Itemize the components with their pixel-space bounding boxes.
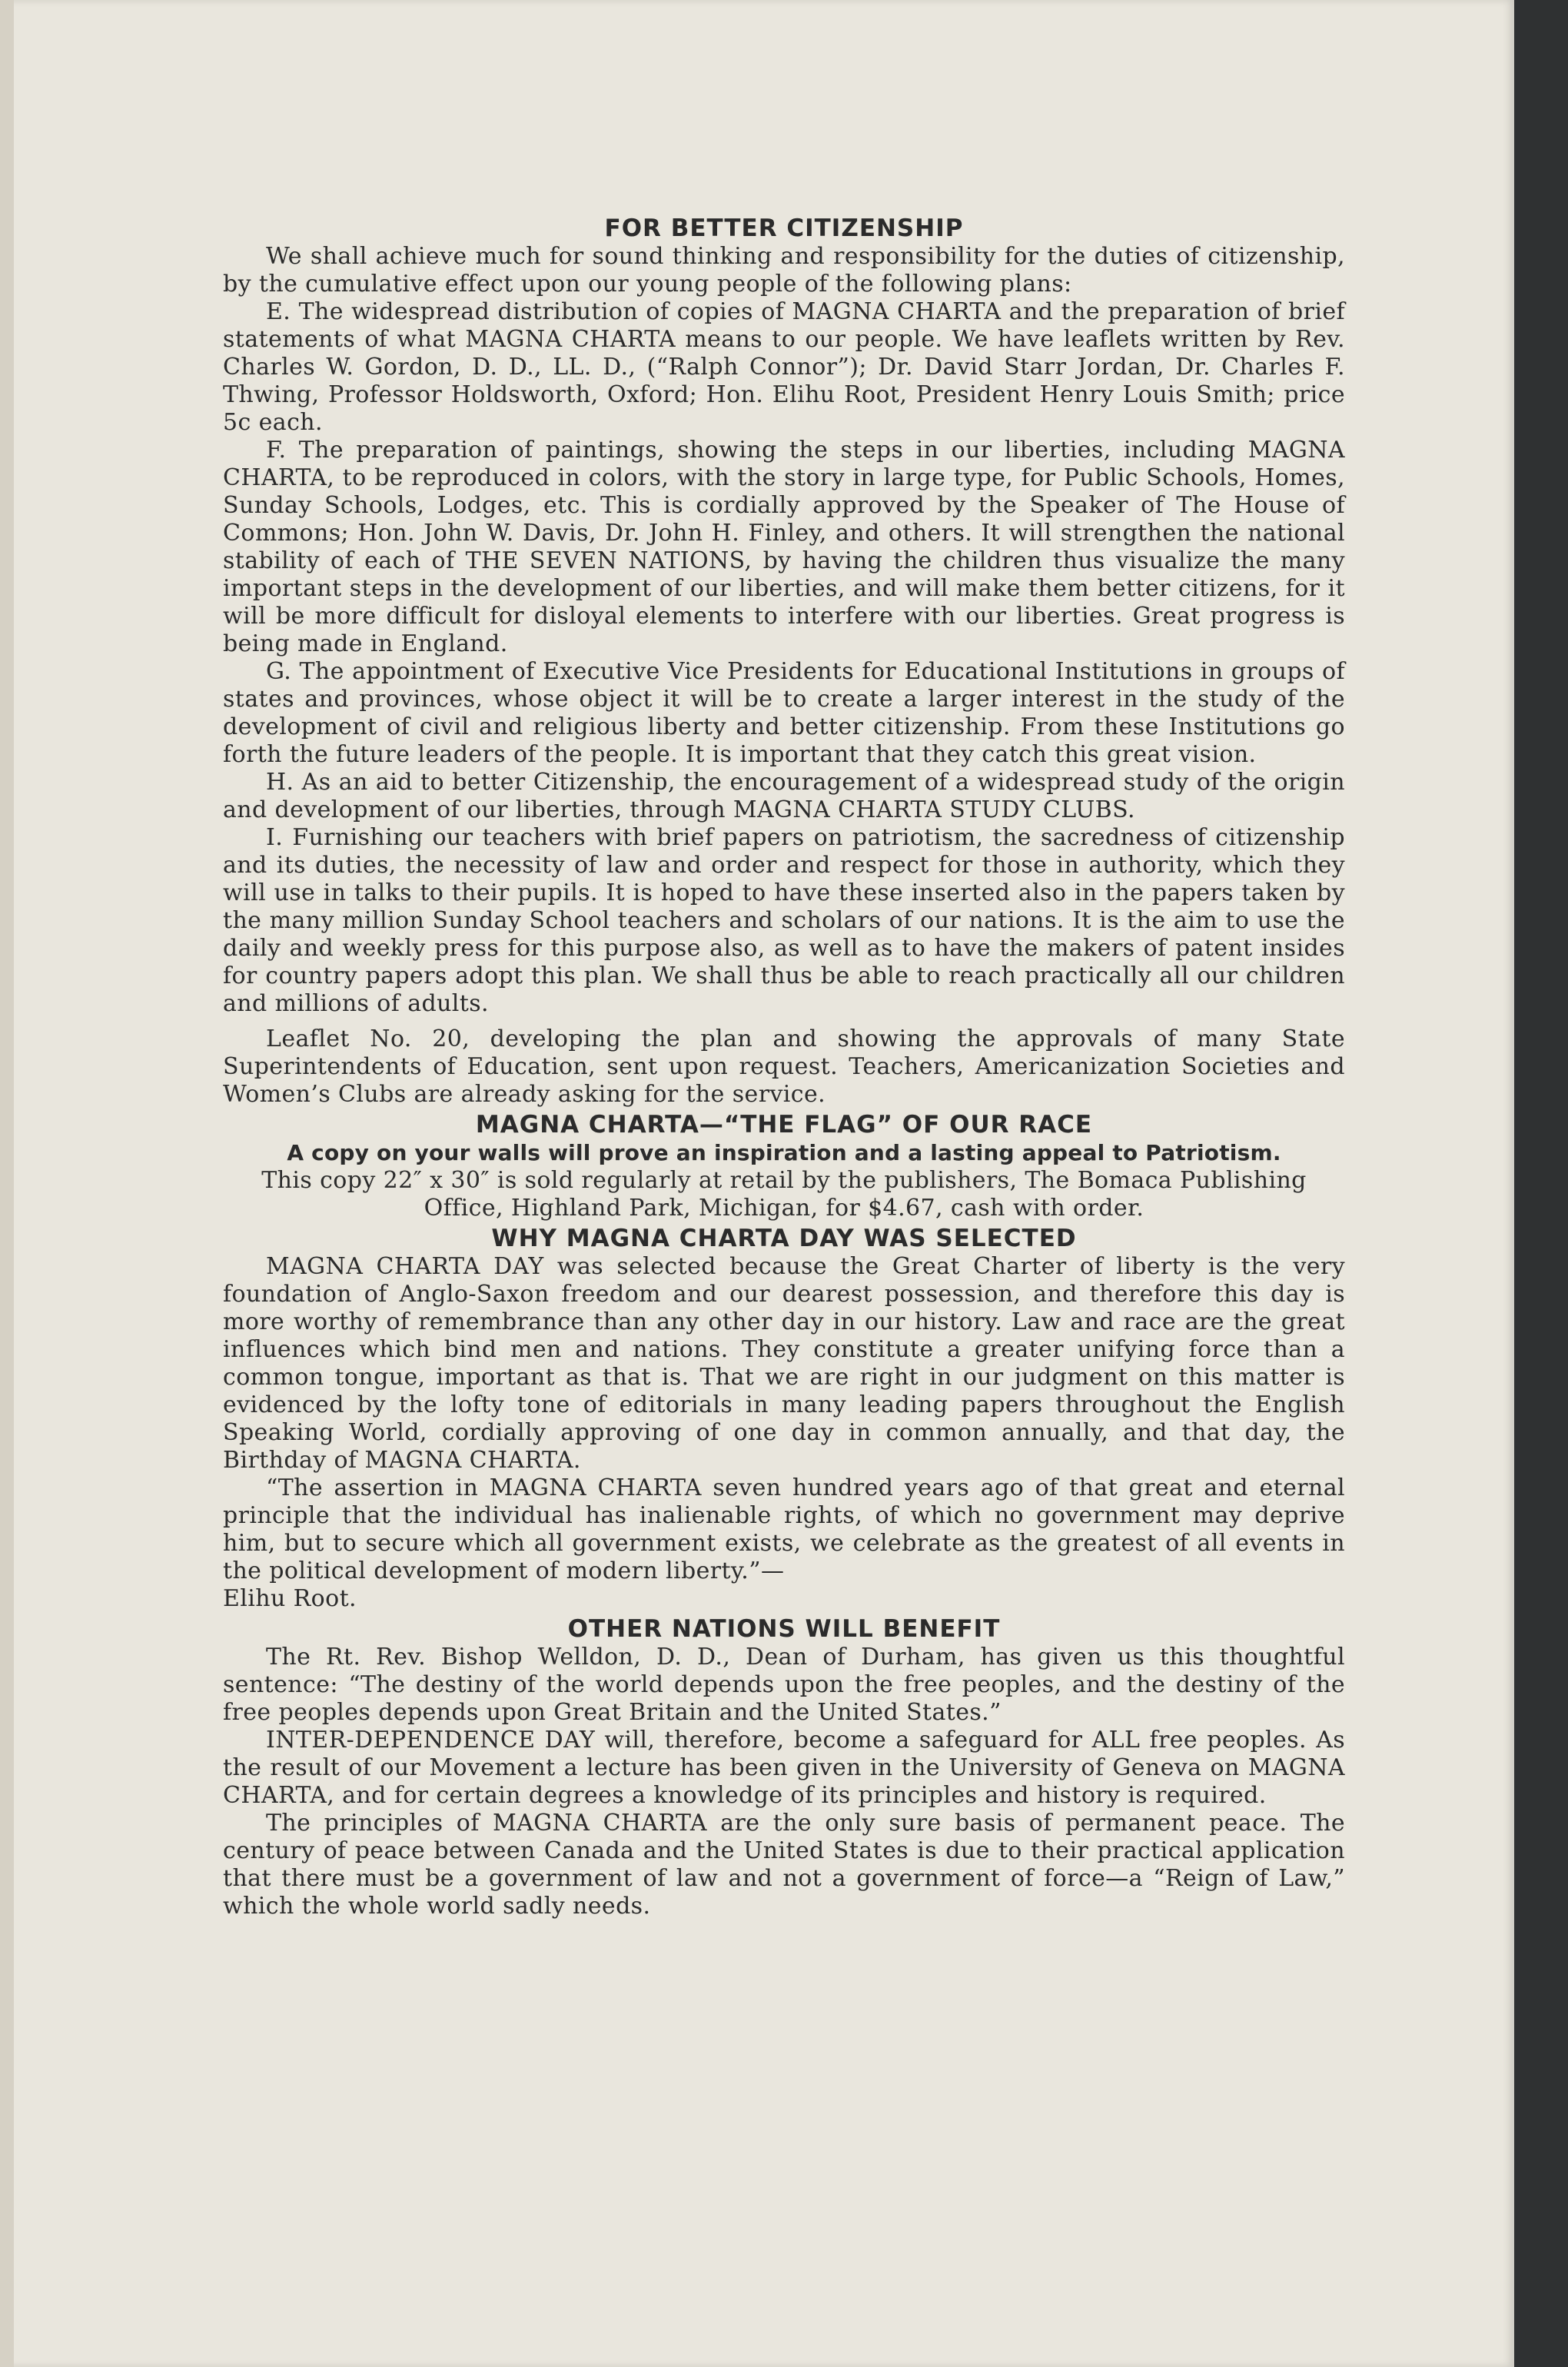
- paragraph-intro: We shall achieve much for sound thinking and responsibility for the duties of citizenship, by the cumulative effect upon our young people of the following plans:: [223, 243, 1345, 298]
- paragraph-other-1: The Rt. Rev. Bishop Welldon, D. D., Dean of Durham, has given us this thoughtful sentence: “The destiny of the world depends upon the free peoples, and the destiny of the free peoples depends upon Great Britain and the United States.”: [223, 1644, 1345, 1726]
- paragraph-item-i: I. Furnishing our teachers with brief papers on patriotism, the sacredness of citizenship and its duties, the necessity of law and order and respect for those in authority, which they will use in talks to their pupils. It is hoped to have these inserted also in the papers taken by the many million Sunday School teachers and scholars of our nations. It is the aim to use the daily and weekly press for this purpose also, as well as to have the makers of patent insides for country papers adopt this plan. We shall thus be able to reach practically all our children and millions of adults.: [223, 824, 1345, 1017]
- flag-bold-line: A copy on your walls will prove an inspiration and a lasting appeal to Patriotism.: [287, 1140, 1281, 1165]
- paragraph-other-3: The principles of MAGNA CHARTA are the only sure basis of permanent peace. The century of peace between Canada and the United States is due to their practical application that there must be a government of law and not a government of force—a “Reign of Law,” which the whole world sadly needs.: [223, 1810, 1345, 1920]
- paragraph-flag-text: This copy 22″ x 30″ is sold regularly at retail by the publishers, The Bomaca Publishing Office, Highland Park, Michigan, for $4.67, cash with order.: [261, 1167, 1307, 1222]
- heading-better-citizenship: FOR BETTER CITIZENSHIP: [604, 214, 964, 242]
- quote-attribution: Elihu Root.: [223, 1585, 357, 1612]
- paragraph-item-h: H. As an aid to better Citizenship, the encouragement of a widespread study of the origin and development of our liberties, through MAGNA CHARTA STUDY CLUBS.: [223, 769, 1345, 823]
- binding-edge: [0, 0, 14, 2367]
- heading-why-selected: WHY MAGNA CHARTA DAY WAS SELECTED: [491, 1225, 1077, 1252]
- document-body: [223, 212, 1345, 1920]
- paragraph-why-1: MAGNA CHARTA DAY was selected because the Great Charter of liberty is the very foundation of Anglo-Saxon freedom and our dearest possession, and therefore this day is more worthy of remembrance than any other day in our history. Law and race are the great influences which bind men and nations. They constitute a greater unifying force than a common tongue, important as that is. That we are right in our judgment on this matter is evidenced by the lofty tone of editorials in many leading papers throughout the English Speaking World, cordially approving of one day in common annually, and that day, the Birthday of MAGNA CHARTA.: [223, 1253, 1345, 1474]
- paragraph-item-f: F. The preparation of paintings, showing the steps in our liberties, including MAGNA CHARTA, to be reproduced in colors, with the story in large type, for Public Schools, Homes, Sunday Schools, Lodges, etc. This is cordially approved by the Speaker of The House of Commons; Hon. John W. Davis, Dr. John H. Finley, and others. It will strengthen the national stability of each of THE SEVEN NATIONS, by having the children thus visualize the many important steps in the development of our liberties, and will make them better citizens, for it will be more difficult for disloyal elements to interfere with our liberties. Great progress is being made in England.: [223, 437, 1345, 657]
- paragraph-item-g: G. The appointment of Executive Vice Presidents for Educational Institutions in groups of states and provinces, whose object it will be to create a larger interest in the study of the development of civil and religious liberty and better citizenship. From these Institutions go forth the future leaders of the people. It is important that they catch this great vision.: [223, 658, 1345, 768]
- paragraph-why-quote: “The assertion in MAGNA CHARTA seven hundred years ago of that great and eternal principle that the individual has inalienable rights, of which no government may deprive him, but to secure which all government exists, we celebrate as the greatest of all events in the political development of modern liberty.”—: [223, 1474, 1345, 1584]
- heading-flag-of-race: MAGNA CHARTA—“THE FLAG” OF OUR RACE: [475, 1111, 1093, 1139]
- paragraph-item-e: E. The widespread distribution of copies of MAGNA CHARTA and the preparation of brief statements of what MAGNA CHARTA means to our people. We have leaflets written by Rev. Charles W. Gordon, D. D., LL. D., (“Ralph Connor”); Dr. David Starr Jordan, Dr. Charles F. Thwing, Professor Holdsworth, Oxford; Hon. Elihu Root, President Henry Louis Smith; price 5c each.: [223, 298, 1345, 436]
- paragraph-other-2: INTER-DEPENDENCE DAY will, therefore, become a safeguard for ALL free peoples. As the result of our Movement a lecture has been given in the University of Geneva on MAGNA CHARTA, and for certain degrees a knowledge of its principles and history is required.: [223, 1727, 1345, 1809]
- spacer: [223, 1018, 1345, 1026]
- paragraph-leaflet: Leaflet No. 20, developing the plan and showing the approvals of many State Superintendents of Education, sent upon request. Teachers, Americanization Societies and Women’s Clubs are already asking for the service.: [223, 1026, 1345, 1108]
- heading-other-nations: OTHER NATIONS WILL BENEFIT: [567, 1615, 1001, 1643]
